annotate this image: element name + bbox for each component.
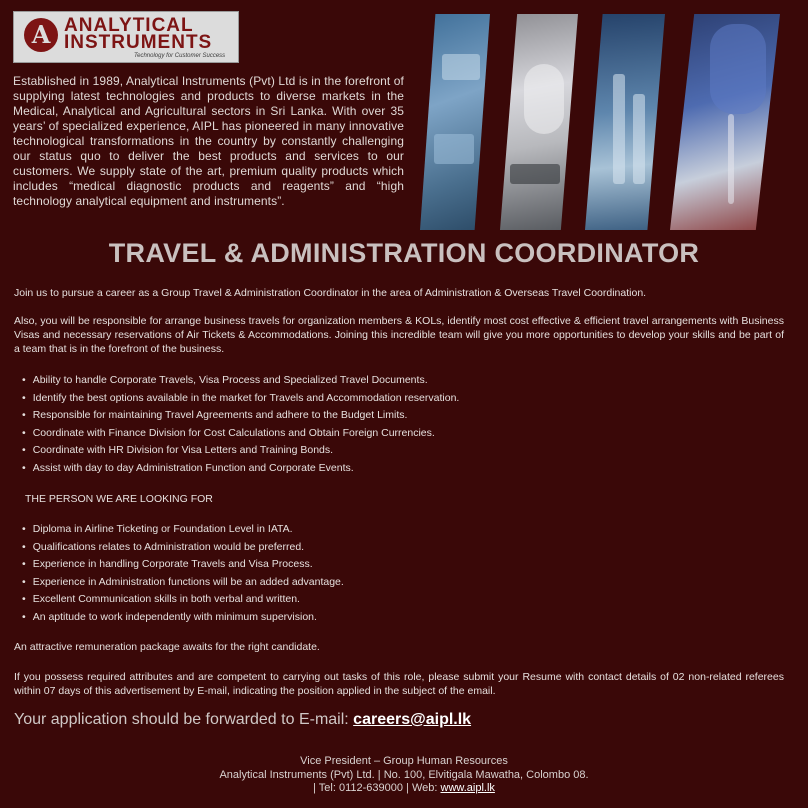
footer-signatory: Vice President – Group Human Resources [300,755,508,767]
company-logo [13,11,239,63]
photo-strip-microscope [500,14,578,230]
requirements-list [22,521,344,627]
intro-paragraph-2: Also, you will be responsible for arrange business travels for organization members & KOLs, identify most cost effective & efficient travel arrangements with Business Visas and necessary reservations of Air Tickets & Accommodations. Joining this incredible team will give you more opportunities to develop your skills and be part of a team that is in the forefront of the business. [14,315,784,355]
footer-address: Analytical Instruments (Pvt) Ltd. | No. 100, Elvitigala Mawatha, Colombo 08. [219,768,589,781]
application-instructions: If you possess required attributes and are competent to carrying out tasks of this role, please submit your Resume with contact details of 02 non-related referees within 07 days of this advertisement by E-mail, indicating the position applied in the subject of the email. [14,671,784,697]
lab-photo-strips [420,14,780,230]
photo-strip-glassware [585,14,665,230]
apply-email-line [14,711,471,729]
list-item: • Experience in Administration functions will be an added advantage. [22,574,344,592]
list-item: • Coordinate with Finance Division for Cost Calculations and Obtain Foreign Currencies. [22,425,459,443]
apply-prefix: Your application should be forwarded to E-mail: [14,711,349,728]
intro-paragraph-1: Join us to pursue a career as a Group Travel & Administration Coordinator in the area of Administration & Overseas Travel Coordination. [14,287,647,299]
footer-phone: | Tel: 0112-639000 | Web: [313,782,438,794]
list-item: • Coordinate with HR Division for Visa Letters and Training Bonds. [22,442,459,460]
website-link[interactable]: www.aipl.lk [440,782,495,794]
list-item: • An aptitude to work independently with minimum supervision. [22,609,344,627]
photo-strip-equipment [420,14,490,230]
remuneration-text: An attractive remuneration package awaits for the right candidate. [14,641,320,653]
list-item: • Qualifications relates to Administration would be preferred. [22,539,344,557]
company-intro: Established in 1989, Analytical Instruments (Pvt) Ltd is in the forefront of supplying latest technologies and products to diverse markets in the Medical, Analytical and Agricultural sectors in Sri Lanka. With over 35 years’ of specialized experience, AIPL has pioneered in many innovative technological transformations in the country by constantly challenging our status quo to deliver the best products and services to our customers. We supply state of the art, premium quality products which includes “medical diagnostic products and reagents” and “high technology analytical equipment and instruments”. [13,74,404,208]
list-item: • Assist with day to day Administration Function and Corporate Events. [22,460,459,478]
footer [0,755,808,796]
logo-text-line1: ANALYTICAL [64,15,194,36]
photo-strip-pipette [670,14,780,230]
footer-contact [0,782,808,796]
list-item: • Experience in handling Corporate Travels and Visa Process. [22,556,344,574]
list-item: • Excellent Communication skills in both verbal and written. [22,591,344,609]
logo-text-line2: INSTRUMENTS [64,32,213,53]
page-title: TRAVEL & ADMINISTRATION COORDINATOR [108,238,700,268]
responsibilities-list [22,372,459,478]
careers-email-link[interactable]: careers@aipl.lk [353,711,472,728]
list-item: • Identify the best options available in the market for Travels and Accommodation reservation. [22,390,459,408]
list-item: • Ability to handle Corporate Travels, Visa Process and Specialized Travel Documents. [22,372,459,390]
logo-tagline: Technology for Customer Success [134,53,226,59]
list-item: • Responsible for maintaining Travel Agreements and adhere to the Budget Limits. [22,407,459,425]
logo-mark-icon: A [24,18,58,52]
list-item: • Diploma in Airline Ticketing or Foundation Level in IATA. [22,521,344,539]
requirements-heading: THE PERSON WE ARE LOOKING FOR [25,493,213,505]
